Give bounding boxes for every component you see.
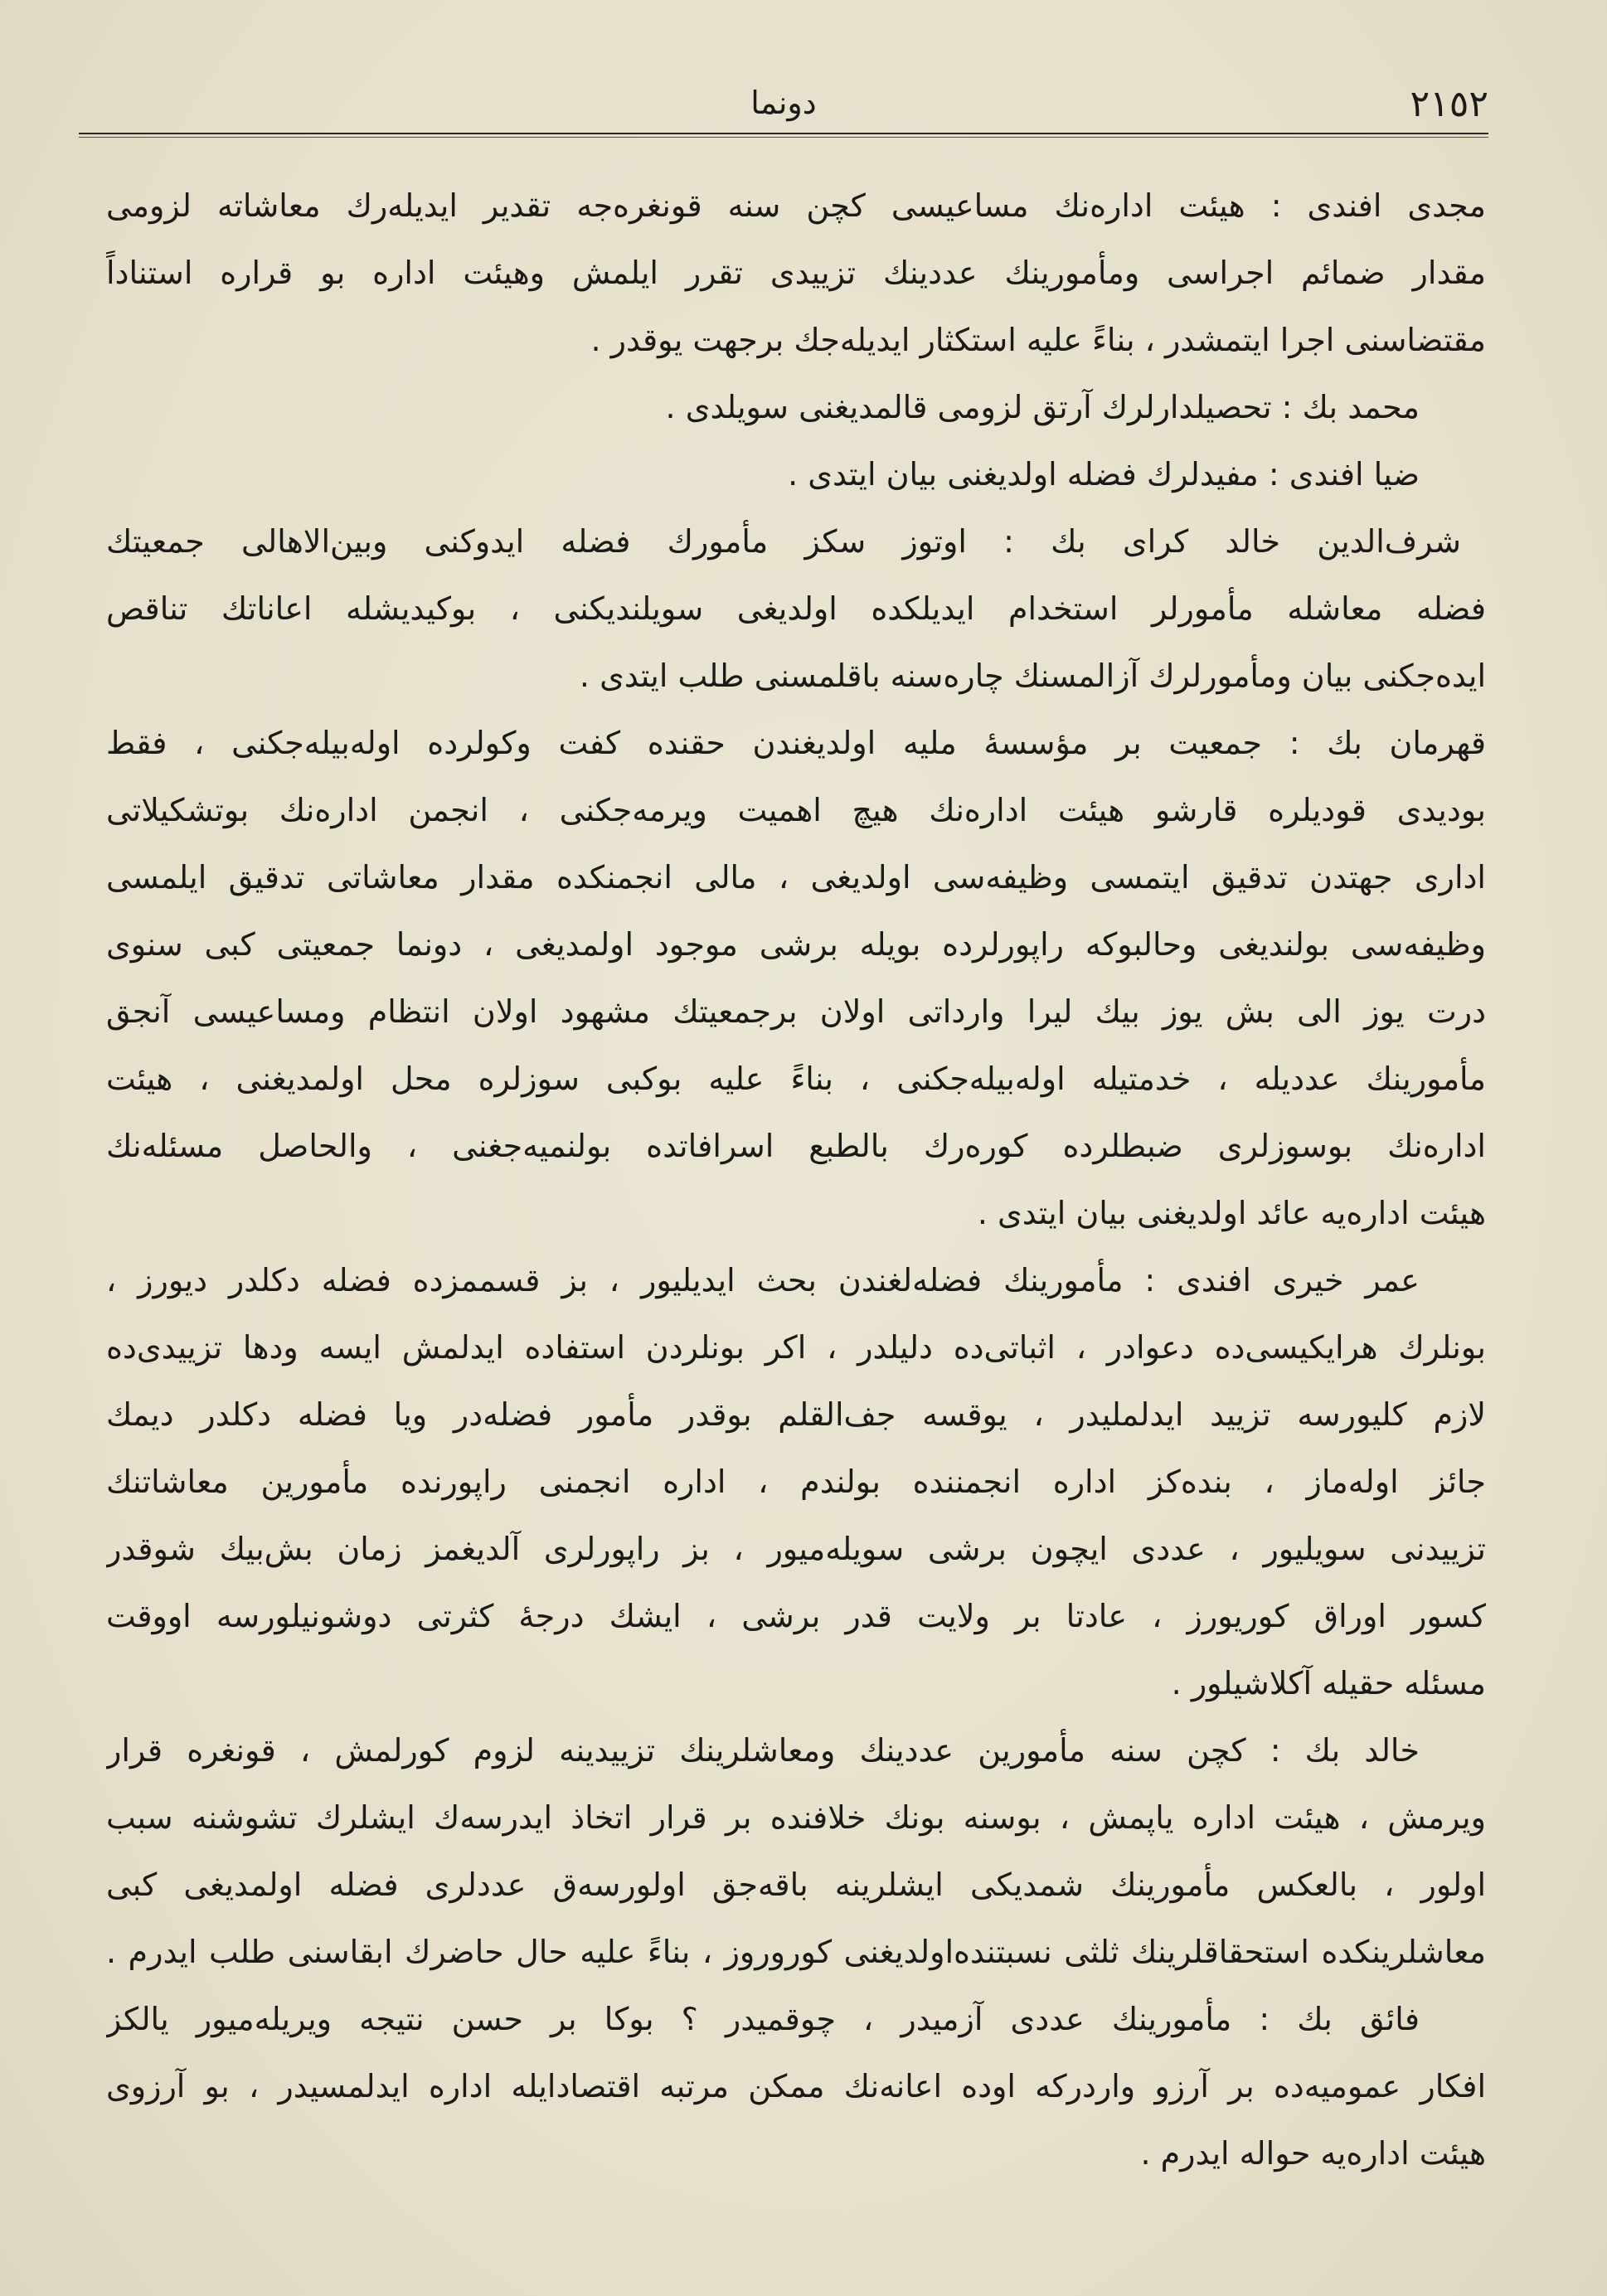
- running-title: دونما: [750, 85, 817, 121]
- text-line: فائق بك : مأمورینك عددی آزمیدر ، چوقمیدر ؟ بوکا بر حسن نتیجه ویریله‌میور یالکز: [106, 2001, 1420, 2037]
- text-line: کسور اوراق کوریورز ، عادتا بر ولایت قدر برشی ، ایشك درجهٔ کثرتی دوشونیلورسه اووقت: [106, 1598, 1486, 1634]
- text-line: ایده‌جکنی بیان ومأمورلرك آزالمسنك چاره‌سنه باقلمسنی طلب ایتدی .: [579, 658, 1486, 694]
- text-line: ویرمش ، هیئت اداره یاپمش ، بوسنه بونك خلافنده بر قرار اتخاذ ایدرسه‌ك ایشلرك تشوشنه سبب: [106, 1799, 1486, 1836]
- text-body: [106, 172, 1486, 2187]
- text-line: معاشلرینکده استحقاقلرینك ثلثی نسبتنده‌اولدیغنی کوروروز ، بناءً علیه حال حاضرك ابقاسنی طلب ایدرم .: [106, 1934, 1486, 1970]
- text-line: اداره‌نك بوسوزلری ضبطلرده کوره‌رك بالطبع اسرافاتده بولنمیه‌جغنی ، والحاصل مسئله‌نك: [106, 1128, 1486, 1164]
- text-line: فضله معاشله مأمورلر استخدام ایدیلکده اولدیغی سویلندیکنی ، بوکیدیشله اعاناتك تناقص: [106, 590, 1486, 627]
- text-line: خالد بك : کچن سنه مأمورین عددینك ومعاشلرینك تزییدینه لزوم کورلمش ، قونغره قرار: [106, 1732, 1420, 1769]
- page-header: [79, 81, 1488, 131]
- page-number: ٢١٥٢: [1410, 83, 1488, 125]
- text-line: مأمورینك عددیله ، خدمتیله اوله‌بیله‌جکنی ، بناءً علیه بوکبی سوزلره محل اولمدیغنی ، هیئت: [106, 1061, 1486, 1097]
- text-line: هیئت اداره‌یه حواله ایدرم .: [1140, 2135, 1486, 2172]
- text-line: ضیا افندی : مفیدلرك فضله اولدیغنی بیان ایتدی .: [788, 456, 1420, 493]
- text-line: بودیدی قودیلره قارشو هیئت اداره‌نك هیچ اهمیت ویرمه‌جکنی ، انجمن اداره‌نك بوتشکیلاتی: [106, 792, 1486, 828]
- text-line: شرف‌الدین خالد کرای بك : اوتوز سکز مأمورك فضله ایدوکنی وبین‌الاهالی جمعیتك: [106, 523, 1461, 560]
- text-line: محمد بك : تحصیلدارلرك آرتق لزومی قالمدیغنی سویلدی .: [665, 389, 1420, 425]
- text-line: عمر خیری افندی : مأمورینك فضله‌لغندن بحث ایدیلیور ، بز قسممزده فضله دکلدر دیورز ،: [106, 1262, 1420, 1298]
- text-line: اداری جهتدن تدقیق ایتمسی وظیفه‌سی اولدیغی ، مالی انجمنکده مقدار معاشاتی تدقیق ایلمسی: [106, 859, 1486, 896]
- text-line: درت یوز الی بش یوز بیك لیرا وارداتی اولان برجمعیتك مشهود اولان انتظام ومساعیسی آنجق: [106, 993, 1486, 1030]
- text-line: لازم کلیورسه تزیید ایدلملیدر ، یوقسه جف‌القلم بوقدر مأمور فضله‌در ویا فضله دکلدر دیمك: [106, 1396, 1486, 1433]
- text-line: تزییدنی سویلیور ، عددی ایچون برشی سویله‌میور ، بز راپورلری آلدیغمز زمان بش‌بیك شوقدر: [106, 1531, 1486, 1567]
- text-line: مقدار ضمائم اجراسی ومأمورینك عددینك تزییدی تقرر ایلمش وهیئت اداره بو قراره استناداً: [106, 255, 1486, 291]
- text-line: اولور ، بالعکس مأمورینك شمدیکی ایشلرینه باقه‌جق اولورسه‌ق عددلری فضله اولمدیغی کبی: [106, 1866, 1486, 1903]
- text-line: هیئت اداره‌یه عائد اولدیغنی بیان ایتدی .: [977, 1195, 1486, 1231]
- text-line: مقتضاسنی اجرا ایتمشدر ، بناءً علیه استکثار ایدیله‌جك برجهت یوقدر .: [590, 322, 1486, 358]
- header-rule: [79, 133, 1488, 134]
- text-line: قهرمان بك : جمعیت بر مؤسسهٔ ملیه اولدیغندن حقنده کفت وکولرده اوله‌بیله‌جکنی ، فقط: [106, 725, 1486, 761]
- text-line: افکار عمومیه‌ده بر آرزو واردرکه اوده اعانه‌نك ممکن مرتبه اقتصادایله اداره ایدلمسیدر ، بو آرزوی: [106, 2068, 1486, 2104]
- text-line: مسئله حقیله آکلاشیلور .: [1171, 1665, 1486, 1701]
- text-line: جائز اوله‌ماز ، بنده‌کز اداره انجمننده بولندم ، اداره انجمنی راپورنده مأمورین معاشاتنك: [106, 1464, 1486, 1500]
- text-line: وظیفه‌سی بولندیغی وحالبوکه راپورلرده بویله برشی موجود اولمدیغی ، دونما جمعیتی کبی سنوی: [106, 926, 1486, 963]
- text-line: مجدی افندی : هیئت اداره‌نك مساعیسی کچن سنه قونغره‌جه تقدیر ایدیله‌رك معاشاته لزومی: [106, 187, 1486, 224]
- text-line: بونلرك هرایکیسی‌ده دعوادر ، اثباتی‌ده دلیلدر ، اکر بونلردن استفاده ایدلمش ایسه ودها تزییدی‌ده: [106, 1329, 1486, 1366]
